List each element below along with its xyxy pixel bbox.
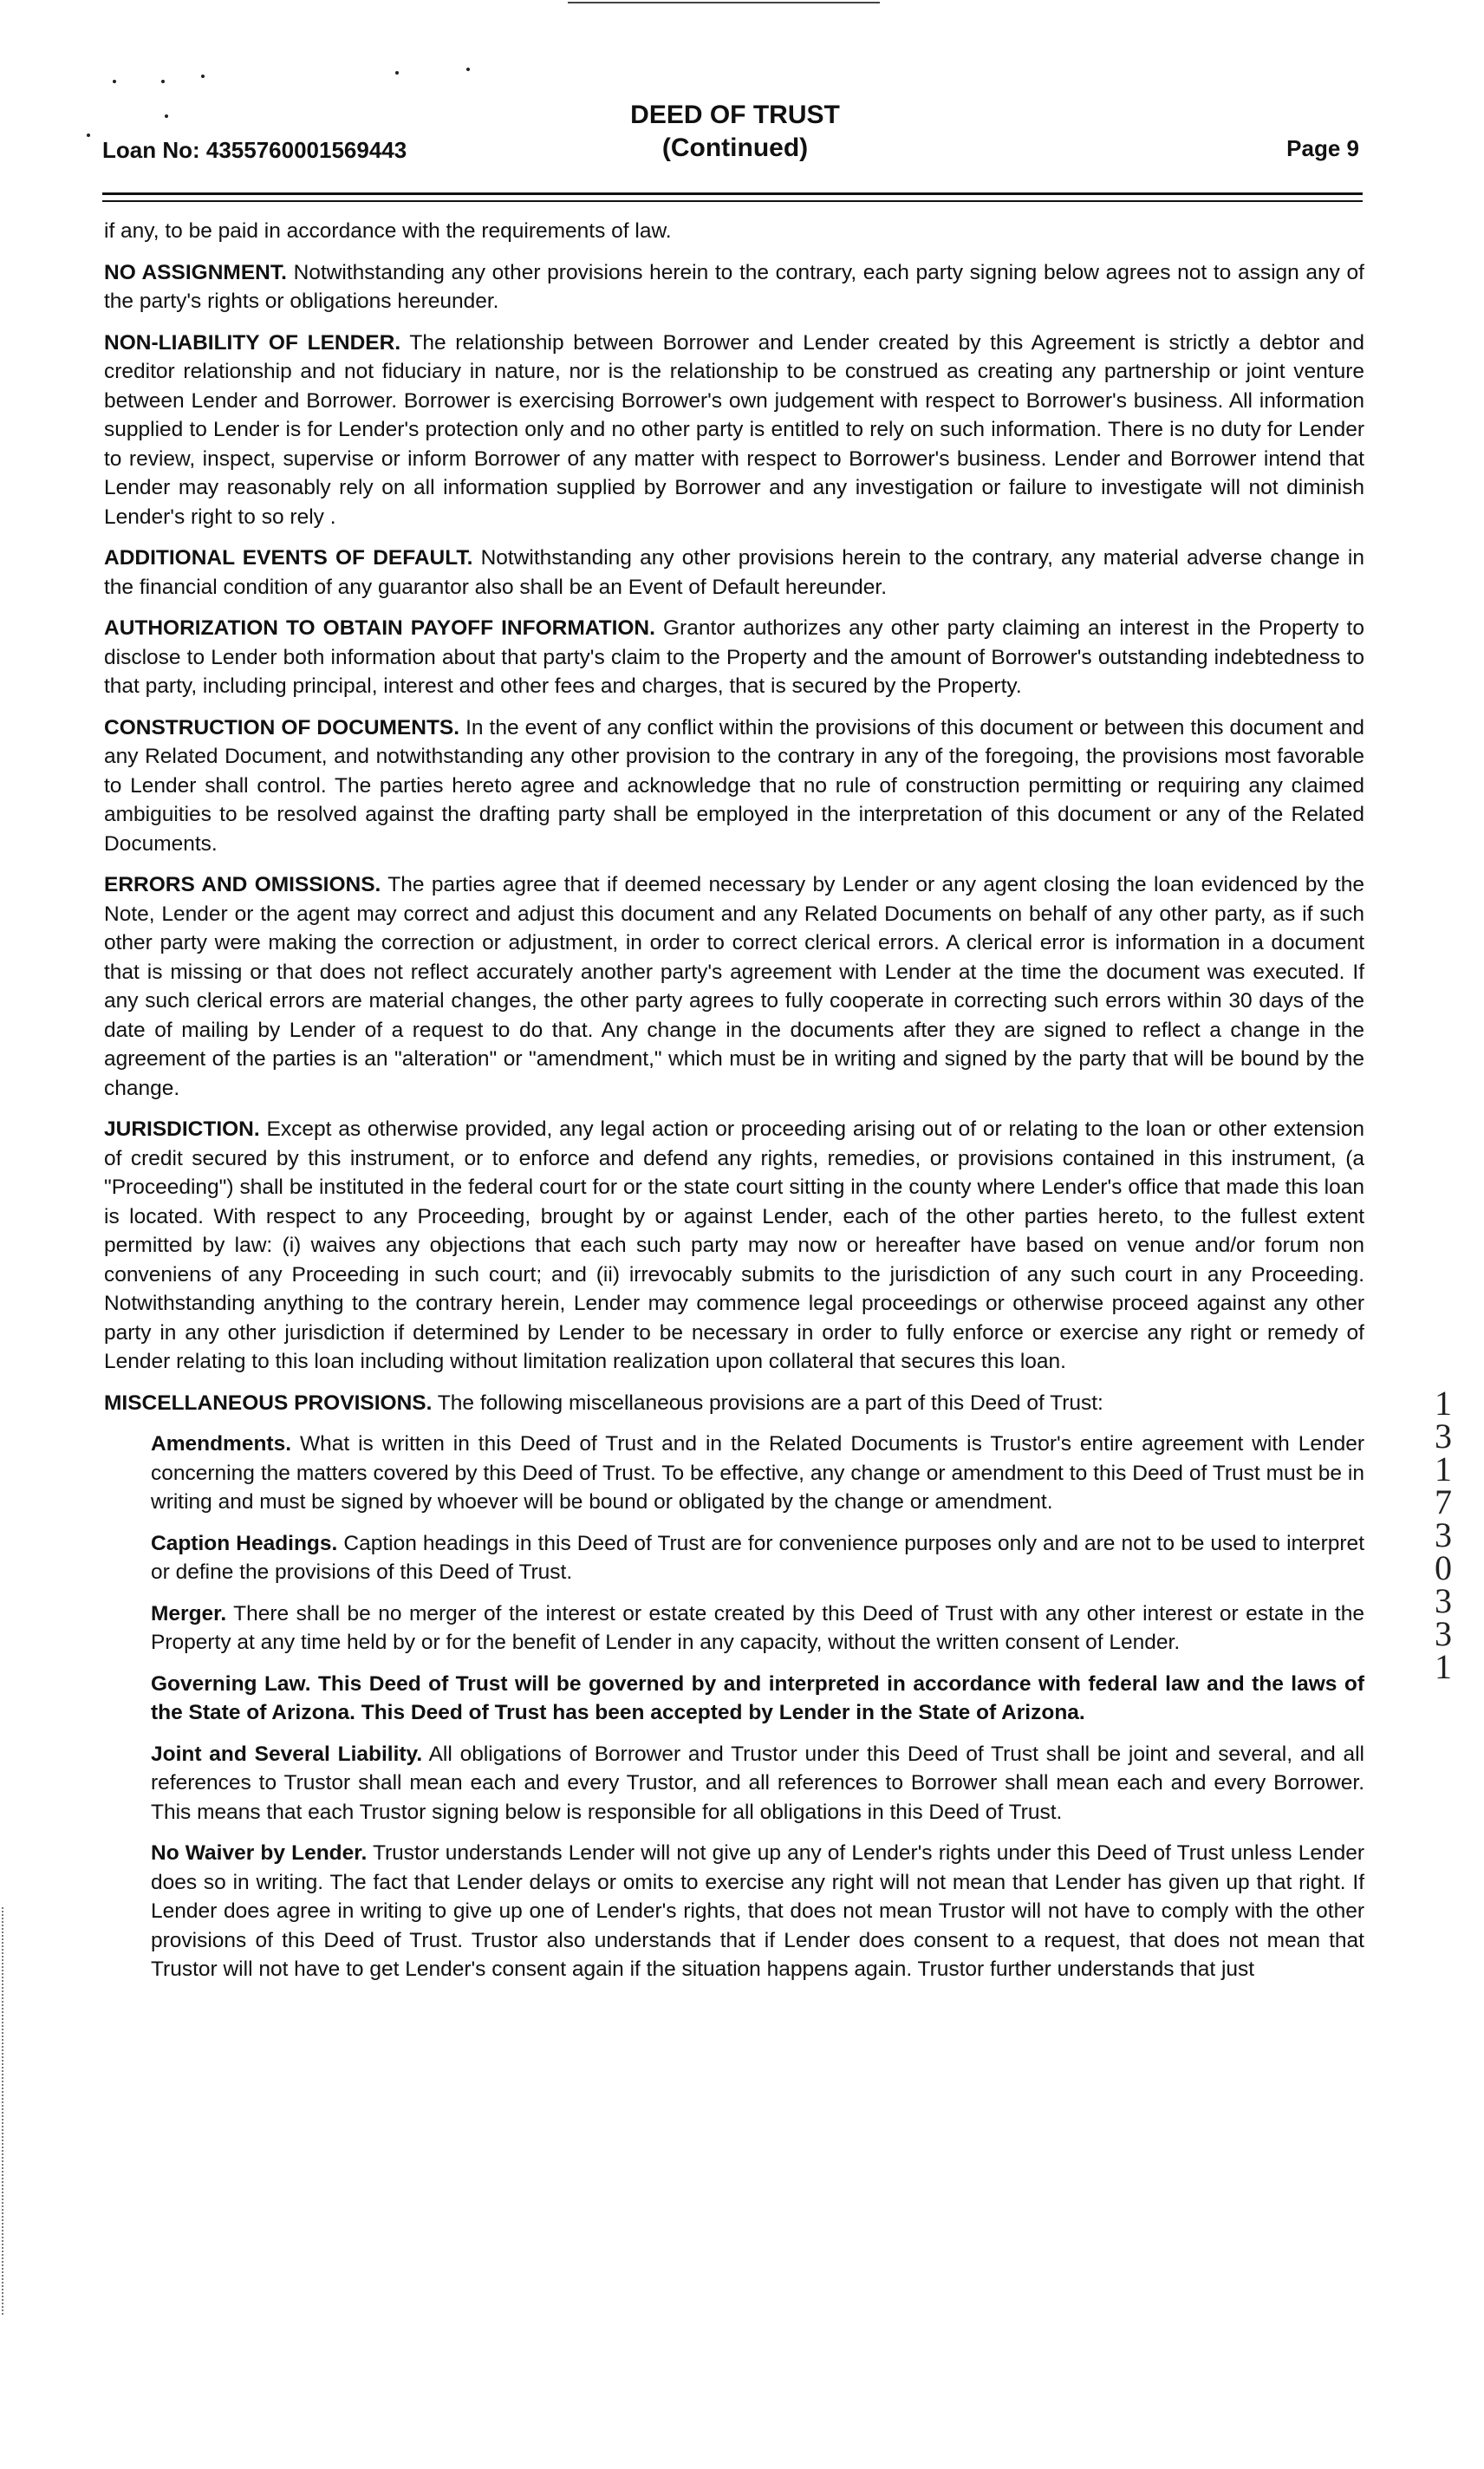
paragraph-non-liability: NON-LIABILITY OF LENDER. The relationship between Borrower and Lender created by this Agreement is strictly a debtor and creditor relationship and not fiduciary in nature, nor is the relationship to be construed as creating any partnership or joint venture between Lender and Borrower. Borrower is exercising Borrower's own judgement with respect to Borrower's business. All information supplied to Lender is for Lender's protection only and no other party is entitled to rely on such information. There is no duty for Lender to review, inspect, supervise or inform Borrower of any matter with respect to Borrower's business. Lender and Borrower intend that Lender may reasonably rely on all information supplied by Borrower and any investigation or failure to investigate will not diminish Lender's right to so rely . xyxy=(104,330,1364,529)
paragraph-errors-omissions: ERRORS AND OMISSIONS. The parties agree that if deemed necessary by Lender or any agent closing the loan evidenced by the Note, Lender or the agent may correct and adjust this document and any Related Documents on behalf of any other party, as if such other party were making the correction or adjustment, in order to correct clerical errors. A clerical error is information in a document that is missing or that does not reflect accurately another party's agreement with Lender at the time the document was executed. If any such clerical errors are material changes, the other party agrees to fully cooperate in correcting such errors within 30 days of the date of mailing by Lender of a request to do that. Any change in the documents after they are signed to reflect a change in the agreement of the parties is an "alteration" or "amendment," which must be in writing and signed by the party that will be bound by the change. xyxy=(104,873,1365,1100)
subparagraph-no-waiver: No Waiver by Lender. Trustor understands Lender will not give up any of Lender's rights under this Deed of Trust unless Lender does so in writing. The fact that Lender delays or omits to exercise any right will not mean that Lender has given up that right. If Lender does agree in writing to give up one of Lender's rights, that does not mean Trustor will not have to comply with the other provisions of this Deed of Trust. Trustor also understands that if Lender does consent to a request, that does not mean that Trustor will not have to get Lender's consent again if the situation happens again. Trustor further understands that just xyxy=(151,1841,1364,1981)
scan-speck xyxy=(395,71,399,75)
subparagraph-joint-several: Joint and Several Liability. All obligations of Borrower and Trustor under this Deed of Trust shall be joint and several, and all references to Trustor shall mean each and every Trustor, and all references to Borrower shall mean each and every Borrower. This means that each Trustor signing below is responsible for all obligations in this Deed of Trust. xyxy=(151,1742,1364,1824)
loan-number: Loan No: 4355760001569443 xyxy=(102,137,407,163)
header-rule-thin xyxy=(102,200,1363,202)
scan-speck xyxy=(466,68,470,71)
scan-speck xyxy=(201,75,205,78)
document-body xyxy=(104,217,1364,1997)
subparagraph-caption-headings: Caption Headings. Caption headings in this Deed of Trust are for convenience purposes only and are not to be used to interpret or define the provisions of this Deed of Trust. xyxy=(151,1531,1364,1584)
scan-speck xyxy=(87,134,90,137)
scan-speck xyxy=(161,80,165,83)
page-number: Page 9 xyxy=(1286,135,1359,161)
document-title-block xyxy=(588,99,882,165)
document-title: DEED OF TRUST xyxy=(630,101,840,129)
paragraph-continuation: if any, to be paid in accordance with the requirements of law. xyxy=(104,219,672,243)
paragraph-no-assignment: NO ASSIGNMENT. Notwithstanding any other provisions herein to the contrary, each party signing below agrees not to assign any of the party's rights or obligations hereunder. xyxy=(104,260,1364,313)
page-header xyxy=(102,95,1359,182)
scan-edge-marks xyxy=(2,1907,5,2315)
subparagraph-merger: Merger. There shall be no merger of the interest or estate created by this Deed of Trust with any other interest or estate in the Property at any time held by or for the benefit of Lender in any capacity, without the written consent of Lender. xyxy=(151,1601,1364,1654)
subparagraph-governing-law: Governing Law. This Deed of Trust will be governed by and interpreted in accordance with federal law and the laws of the State of Arizona. This Deed of Trust has been accepted by Lender in the State of Arizona. xyxy=(151,1671,1364,1724)
recording-number-stamp: 1 3 1 7 3 0 3 3 1 xyxy=(1435,1384,1452,1686)
top-scan-rule xyxy=(568,2,880,3)
header-rule-thick xyxy=(102,192,1363,195)
paragraph-additional-events: ADDITIONAL EVENTS OF DEFAULT. Notwithstanding any other provisions herein to the contrary, any material adverse change in the financial condition of any guarantor also shall be an Event of Default hereunder. xyxy=(104,546,1364,599)
paragraph-authorization: AUTHORIZATION TO OBTAIN PAYOFF INFORMATION. Grantor authorizes any other party claiming an interest in the Property to disclose to Lender both information about that party's claim to the Property and the amount of Borrower's outstanding indebtedness to that party, including principal, interest and other fees and charges, that is secured by the Property. xyxy=(104,616,1364,698)
document-subtitle: (Continued) xyxy=(661,134,809,162)
paragraph-jurisdiction: JURISDICTION. Except as otherwise provided, any legal action or proceeding arising out of or relating to the loan or other extension of credit secured by this instrument, or to enforce and defend any rights, remedies, or provisions contained in this instrument, (a "Proceeding") shall be instituted in the federal court for or the state court sitting in the county where Lender's office that made this loan is located. With respect to any Proceeding, brought by or against Lender, each of the other parties hereto, to the fullest extent permitted by law: (i) waives any objections that each such party may now or hereafter have based on venue and/or forum non conveniens of any Proceeding in such court; and (ii) irrevocably submits to the jurisdiction of any such court in any Proceeding. Notwithstanding anything to the contrary herein, Lender may commence legal proceedings or otherwise proceed against any other party in any other jurisdiction if determined by Lender to be necessary in order to fully enforce or exercise any right or remedy of Lender relating to this loan including without limitation realization upon collateral that secures this loan. xyxy=(104,1117,1364,1373)
paragraph-miscellaneous: MISCELLANEOUS PROVISIONS. The following miscellaneous provisions are a part of this Deed of Trust: xyxy=(104,1391,1103,1415)
subparagraph-amendments: Amendments. What is written in this Deed of Trust and in the Related Documents is Trustor's entire agreement with Lender concerning the matters covered by this Deed of Trust. To be effective, any change or amendment to this Deed of Trust must be in writing and must be signed by whoever will be bound or obligated by the change or amendment. xyxy=(151,1432,1364,1514)
scan-speck xyxy=(113,80,116,83)
paragraph-construction: CONSTRUCTION OF DOCUMENTS. In the event of any conflict within the provisions of this document or between this document and any Related Document, and notwithstanding any other provision to the contrary in any of the foregoing, the provisions most favorable to Lender shall control. The parties hereto agree and acknowledge that no rule of construction permitting or requiring any claimed ambiguities to be resolved against the drafting party shall be employed in the interpretation of this document or any of the Related Documents. xyxy=(104,715,1365,856)
